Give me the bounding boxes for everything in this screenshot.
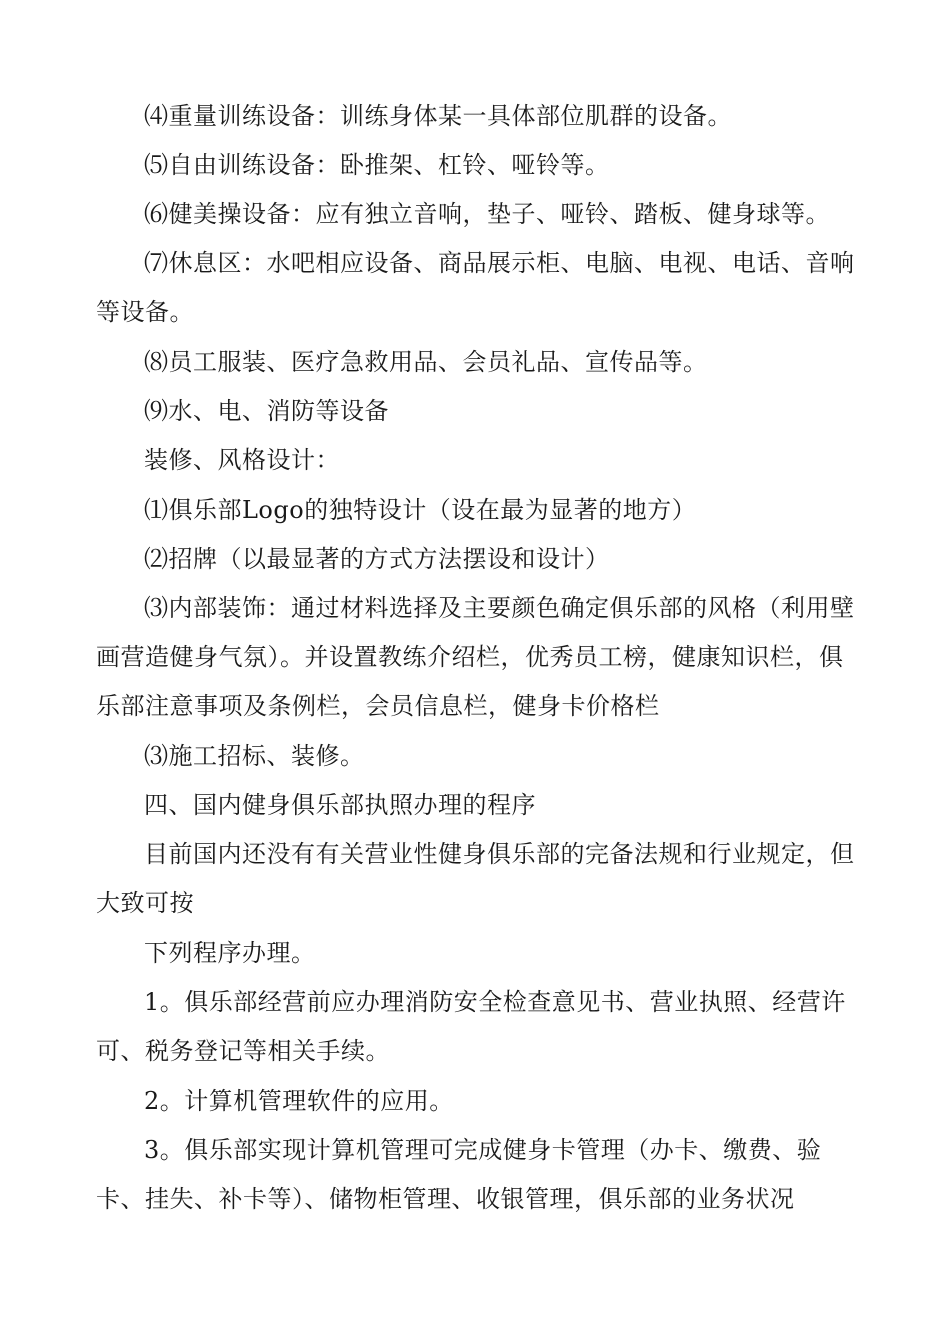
paragraph-step-3: 3。俱乐部实现计算机管理可完成健身卡管理（办卡、缴费、验卡、挂失、补卡等）、储物柜管理、收银管理，俱乐部的业务状况 [96, 1136, 822, 1213]
paragraph-free-training-equipment: ⑸自由训练设备：卧推架、杠铃、哑铃等。 [144, 151, 610, 179]
section-heading-license-procedure: 四、国内健身俱乐部执照办理的程序 [144, 791, 536, 819]
paragraph-rest-area: ⑺休息区：水吧相应设备、商品展示柜、电脑、电视、电话、音响等设备。 [96, 249, 855, 326]
paragraph-signboard: ⑵招牌（以最显著的方式方法摆设和设计） [144, 545, 610, 573]
paragraph-weight-training-equipment: ⑷重量训练设备：训练身体某一具体部位肌群的设备。 [144, 102, 732, 130]
paragraph-logo-design: ⑴俱乐部Logo的独特设计（设在最为显著的地方） [144, 496, 697, 524]
paragraph-step-2: 2。计算机管理软件的应用。 [144, 1087, 454, 1115]
paragraph-utilities: ⑼水、电、消防等设备 [144, 397, 389, 425]
paragraph-decoration-heading: 装修、风格设计： [144, 446, 340, 474]
paragraph-aerobics-equipment: ⑹健美操设备：应有独立音响，垫子、哑铃、踏板、健身球等。 [144, 200, 830, 228]
paragraph-regulations-intro: 目前国内还没有有关营业性健身俱乐部的完备法规和行业规定，但大致可按 [96, 840, 855, 917]
paragraph-procedure-lead: 下列程序办理。 [144, 939, 316, 967]
paragraph-interior-decoration: ⑶内部装饰：通过材料选择及主要颜色确定俱乐部的风格（利用壁画营造健身气氛）。并设置教练介绍栏，优秀员工榜，健康知识栏，俱乐部注意事项及条例栏，会员信息栏，健身卡价格栏 [96, 594, 855, 720]
paragraph-staff-uniforms: ⑻员工服装、医疗急救用品、会员礼品、宣传品等。 [144, 348, 708, 376]
paragraph-step-1: 1。俱乐部经营前应办理消防安全检查意见书、营业执照、经营许可、税务登记等相关手续。 [96, 988, 846, 1065]
paragraph-construction-bidding: ⑶施工招标、装修。 [144, 742, 365, 770]
